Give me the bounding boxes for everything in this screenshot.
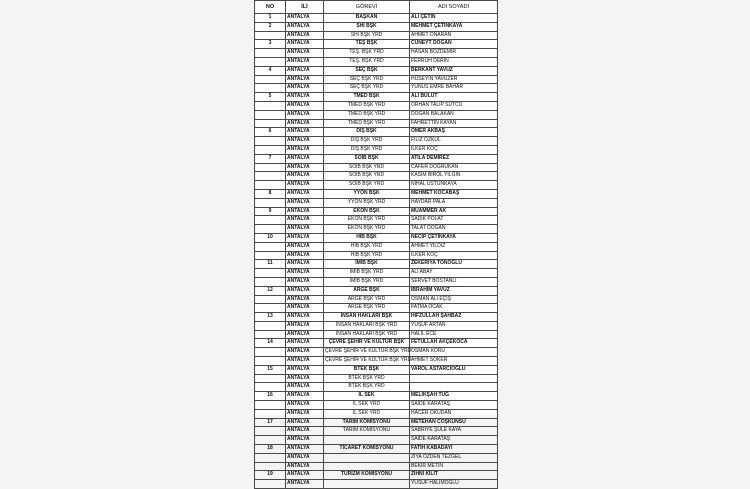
table-row bbox=[255, 128, 498, 137]
row-name-cell: AHMET ONARAN bbox=[410, 31, 498, 40]
table-row bbox=[255, 207, 498, 216]
row-gorevi-cell: TURİZM KOMİSYONU bbox=[324, 471, 410, 480]
table-row bbox=[255, 225, 498, 234]
table-row bbox=[255, 137, 498, 146]
table-row bbox=[255, 436, 498, 445]
row-no-cell: 17 bbox=[255, 418, 286, 427]
row-no-cell: 9 bbox=[255, 207, 286, 216]
table-row bbox=[255, 101, 498, 110]
row-no-cell bbox=[255, 101, 286, 110]
table-row bbox=[255, 154, 498, 163]
row-no-cell bbox=[255, 31, 286, 40]
row-no-cell bbox=[255, 49, 286, 58]
row-no-cell bbox=[255, 242, 286, 251]
table-row bbox=[255, 321, 498, 330]
row-il-cell: ANTALYA bbox=[286, 365, 324, 374]
row-name-cell: MELİKŞAH TUĞ bbox=[410, 392, 498, 401]
row-no-cell: 11 bbox=[255, 260, 286, 269]
table-row bbox=[255, 295, 498, 304]
row-no-cell bbox=[255, 357, 286, 366]
row-no-cell bbox=[255, 480, 286, 489]
table-row bbox=[255, 277, 498, 286]
row-gorevi-cell: BTEK BŞK YRD bbox=[324, 383, 410, 392]
row-name-cell bbox=[410, 374, 498, 383]
row-no-cell bbox=[255, 110, 286, 119]
row-no-cell bbox=[255, 163, 286, 172]
row-gorevi-cell: SOİB BŞK YRD bbox=[324, 181, 410, 190]
row-no-cell bbox=[255, 251, 286, 260]
table-row bbox=[255, 93, 498, 102]
row-name-cell: ORHAN TALİP SÜTCÜ bbox=[410, 101, 498, 110]
row-name-cell: FAHRETTİN KAYAN bbox=[410, 119, 498, 128]
row-name-cell: AHMET SÖKER bbox=[410, 357, 498, 366]
row-no-cell: 4 bbox=[255, 66, 286, 75]
row-name-cell: FATİH KABADAYI bbox=[410, 445, 498, 454]
row-gorevi-cell: TARIM KOMİSYONU bbox=[324, 418, 410, 427]
row-name-cell: İLKER KOÇ bbox=[410, 145, 498, 154]
row-il-cell: ANTALYA bbox=[286, 313, 324, 322]
row-gorevi-cell: EKON BŞK YRD bbox=[324, 216, 410, 225]
officials-table bbox=[254, 0, 498, 489]
row-no-cell: 13 bbox=[255, 313, 286, 322]
table-row bbox=[255, 75, 498, 84]
row-gorevi-cell: ÇEVRE ŞEHİR VE KÜLTÜR BŞK YRD bbox=[324, 348, 410, 357]
row-gorevi-cell: SHİ BŞK YRD bbox=[324, 31, 410, 40]
row-il-cell: ANTALYA bbox=[286, 339, 324, 348]
header-no: NO bbox=[255, 1, 286, 14]
row-il-cell: ANTALYA bbox=[286, 462, 324, 471]
row-no-cell bbox=[255, 225, 286, 234]
row-gorevi-cell: İL SEK YRD bbox=[324, 401, 410, 410]
row-name-cell: FERRUH DERİN bbox=[410, 57, 498, 66]
row-name-cell: MEHMET KOCABAŞ bbox=[410, 189, 498, 198]
row-name-cell: ÖMER AKBAŞ bbox=[410, 128, 498, 137]
row-gorevi-cell bbox=[324, 436, 410, 445]
row-name-cell: ALİ ABAY bbox=[410, 269, 498, 278]
row-no-cell: 6 bbox=[255, 128, 286, 137]
row-gorevi-cell: İMİB BŞK YRD bbox=[324, 277, 410, 286]
row-no-cell bbox=[255, 401, 286, 410]
row-name-cell: SABRİYE ŞULE KAYA bbox=[410, 427, 498, 436]
table-row bbox=[255, 471, 498, 480]
row-gorevi-cell: TARIM KOMİSYONU bbox=[324, 427, 410, 436]
row-no-cell bbox=[255, 119, 286, 128]
row-il-cell: ANTALYA bbox=[286, 137, 324, 146]
row-name-cell: HASAN BOZDEMİR bbox=[410, 49, 498, 58]
row-gorevi-cell: EKON BŞK bbox=[324, 207, 410, 216]
row-gorevi-cell: İNSAN HAKLARI BŞK YRD bbox=[324, 330, 410, 339]
row-il-cell: ANTALYA bbox=[286, 357, 324, 366]
row-il-cell: ANTALYA bbox=[286, 330, 324, 339]
table-row bbox=[255, 409, 498, 418]
table-row bbox=[255, 357, 498, 366]
header-il: İLİ bbox=[286, 1, 324, 14]
table-row bbox=[255, 172, 498, 181]
table-row bbox=[255, 57, 498, 66]
row-name-cell: METEHAN COŞKUNSU bbox=[410, 418, 498, 427]
table-row bbox=[255, 163, 498, 172]
table-row bbox=[255, 427, 498, 436]
row-name-cell: ALİ ÇETİN bbox=[410, 14, 498, 23]
table-row bbox=[255, 383, 498, 392]
row-name-cell: ZİYA ÖZDEN TEZGEL bbox=[410, 453, 498, 462]
row-name-cell: YUSUF HALİMOĞLU bbox=[410, 480, 498, 489]
row-il-cell: ANTALYA bbox=[286, 198, 324, 207]
table-row bbox=[255, 304, 498, 313]
row-il-cell: ANTALYA bbox=[286, 260, 324, 269]
row-no-cell bbox=[255, 145, 286, 154]
table-row bbox=[255, 348, 498, 357]
row-gorevi-cell: SEÇ BŞK bbox=[324, 66, 410, 75]
table-row bbox=[255, 260, 498, 269]
row-il-cell: ANTALYA bbox=[286, 31, 324, 40]
row-no-cell bbox=[255, 304, 286, 313]
row-gorevi-cell: ARGE BŞK bbox=[324, 286, 410, 295]
row-gorevi-cell: TİCARET KOMİSYONU bbox=[324, 445, 410, 454]
row-il-cell: ANTALYA bbox=[286, 110, 324, 119]
row-il-cell: ANTALYA bbox=[286, 348, 324, 357]
row-gorevi-cell: YYÖN BŞK bbox=[324, 189, 410, 198]
row-name-cell: ALİ BULUT bbox=[410, 93, 498, 102]
row-no-cell bbox=[255, 57, 286, 66]
row-il-cell: ANTALYA bbox=[286, 295, 324, 304]
table-row bbox=[255, 242, 498, 251]
row-il-cell: ANTALYA bbox=[286, 75, 324, 84]
row-il-cell: ANTALYA bbox=[286, 480, 324, 489]
table-row bbox=[255, 251, 498, 260]
row-gorevi-cell bbox=[324, 453, 410, 462]
row-il-cell: ANTALYA bbox=[286, 269, 324, 278]
row-gorevi-cell bbox=[324, 462, 410, 471]
row-no-cell: 10 bbox=[255, 233, 286, 242]
row-no-cell: 12 bbox=[255, 286, 286, 295]
row-no-cell bbox=[255, 84, 286, 93]
row-no-cell bbox=[255, 383, 286, 392]
table-row bbox=[255, 198, 498, 207]
row-il-cell: ANTALYA bbox=[286, 216, 324, 225]
row-il-cell: ANTALYA bbox=[286, 321, 324, 330]
row-gorevi-cell: TMED BŞK YRD bbox=[324, 101, 410, 110]
row-il-cell: ANTALYA bbox=[286, 445, 324, 454]
row-no-cell: 5 bbox=[255, 93, 286, 102]
row-name-cell: FATMA OCAK bbox=[410, 304, 498, 313]
row-gorevi-cell: EKON BŞK YRD bbox=[324, 225, 410, 234]
row-il-cell: ANTALYA bbox=[286, 22, 324, 31]
row-gorevi-cell: TMED BŞK YRD bbox=[324, 119, 410, 128]
header-adi-soyadi: ADI SOYADI bbox=[410, 1, 498, 14]
table-row bbox=[255, 330, 498, 339]
row-il-cell: ANTALYA bbox=[286, 57, 324, 66]
row-il-cell: ANTALYA bbox=[286, 242, 324, 251]
row-il-cell: ANTALYA bbox=[286, 49, 324, 58]
row-no-cell bbox=[255, 427, 286, 436]
row-no-cell: 1 bbox=[255, 14, 286, 23]
table-row bbox=[255, 49, 498, 58]
row-no-cell bbox=[255, 462, 286, 471]
row-no-cell bbox=[255, 295, 286, 304]
row-gorevi-cell: İNSAN HAKLARI BŞK YRD bbox=[324, 321, 410, 330]
row-name-cell: HAYDAR PALA bbox=[410, 198, 498, 207]
table-row bbox=[255, 233, 498, 242]
row-name-cell: HIFZULLAH ŞAHBAZ bbox=[410, 313, 498, 322]
row-il-cell: ANTALYA bbox=[286, 436, 324, 445]
table-row bbox=[255, 66, 498, 75]
row-gorevi-cell: HİB BŞK YRD bbox=[324, 251, 410, 260]
table-row bbox=[255, 313, 498, 322]
row-gorevi-cell: DIŞ BŞK YRD bbox=[324, 145, 410, 154]
row-name-cell: YUSUF ARTAN bbox=[410, 321, 498, 330]
row-gorevi-cell: ARGE BŞK YRD bbox=[324, 304, 410, 313]
table-row bbox=[255, 84, 498, 93]
row-gorevi-cell: SOİB BŞK YRD bbox=[324, 163, 410, 172]
row-il-cell: ANTALYA bbox=[286, 172, 324, 181]
row-il-cell: ANTALYA bbox=[286, 418, 324, 427]
row-name-cell bbox=[410, 383, 498, 392]
row-no-cell bbox=[255, 216, 286, 225]
row-name-cell: FİLİZ ÖZKUL bbox=[410, 137, 498, 146]
row-no-cell bbox=[255, 436, 286, 445]
header-gorevi: GÖREVİ bbox=[324, 1, 410, 14]
row-name-cell: ZEKERİYA TONOĞLU bbox=[410, 260, 498, 269]
row-no-cell: 15 bbox=[255, 365, 286, 374]
row-name-cell: TALAT DOĞAN bbox=[410, 225, 498, 234]
row-gorevi-cell: İL SEK YRD bbox=[324, 409, 410, 418]
row-gorevi-cell: DIŞ BŞK bbox=[324, 128, 410, 137]
row-il-cell: ANTALYA bbox=[286, 163, 324, 172]
row-gorevi-cell: SHİ BŞK bbox=[324, 22, 410, 31]
row-name-cell: SERVET BOSTANLI bbox=[410, 277, 498, 286]
document-page bbox=[254, 0, 497, 487]
table-row bbox=[255, 110, 498, 119]
row-gorevi-cell: SEÇ BŞK YRD bbox=[324, 75, 410, 84]
row-il-cell: ANTALYA bbox=[286, 128, 324, 137]
row-il-cell: ANTALYA bbox=[286, 66, 324, 75]
row-gorevi-cell: ÇEVRE ŞEHİR VE KÜLTÜR BŞK YRD bbox=[324, 357, 410, 366]
row-name-cell: SAİDE KARATAŞ bbox=[410, 401, 498, 410]
table-row bbox=[255, 462, 498, 471]
table-header-row bbox=[255, 1, 498, 14]
table-body bbox=[255, 14, 498, 489]
row-no-cell bbox=[255, 277, 286, 286]
row-name-cell: DOĞAN BALAKAN bbox=[410, 110, 498, 119]
table-row bbox=[255, 453, 498, 462]
row-il-cell: ANTALYA bbox=[286, 392, 324, 401]
row-il-cell: ANTALYA bbox=[286, 93, 324, 102]
row-gorevi-cell: DIŞ BŞK YRD bbox=[324, 137, 410, 146]
row-il-cell: ANTALYA bbox=[286, 251, 324, 260]
row-name-cell: VAROL ASTARCIOĞLU bbox=[410, 365, 498, 374]
row-no-cell bbox=[255, 198, 286, 207]
table-row bbox=[255, 189, 498, 198]
table-row bbox=[255, 40, 498, 49]
row-name-cell: NECİP ÇETİNKAYA bbox=[410, 233, 498, 242]
table-row bbox=[255, 14, 498, 23]
row-name-cell: BEKİR METİN bbox=[410, 462, 498, 471]
row-gorevi-cell: YYÖN BŞK YRD bbox=[324, 198, 410, 207]
row-name-cell: CAFER DOĞRUKAN bbox=[410, 163, 498, 172]
table-row bbox=[255, 31, 498, 40]
table-row bbox=[255, 374, 498, 383]
row-name-cell: HACER OKUDAN bbox=[410, 409, 498, 418]
row-no-cell: 18 bbox=[255, 445, 286, 454]
table-row bbox=[255, 445, 498, 454]
row-no-cell bbox=[255, 269, 286, 278]
row-il-cell: ANTALYA bbox=[286, 225, 324, 234]
row-gorevi-cell: İNSAN HAKLARI BŞK bbox=[324, 313, 410, 322]
row-no-cell: 19 bbox=[255, 471, 286, 480]
row-gorevi-cell: TMED BŞK YRD bbox=[324, 110, 410, 119]
row-il-cell: ANTALYA bbox=[286, 453, 324, 462]
row-no-cell bbox=[255, 374, 286, 383]
row-gorevi-cell: TEŞ. BŞK YRD bbox=[324, 57, 410, 66]
row-il-cell: ANTALYA bbox=[286, 471, 324, 480]
row-gorevi-cell: SOİB BŞK YRD bbox=[324, 172, 410, 181]
row-il-cell: ANTALYA bbox=[286, 154, 324, 163]
row-name-cell: İLKER KOÇ bbox=[410, 251, 498, 260]
row-gorevi-cell: SOİB BŞK bbox=[324, 154, 410, 163]
row-il-cell: ANTALYA bbox=[286, 401, 324, 410]
row-no-cell: 8 bbox=[255, 189, 286, 198]
row-name-cell: CÜNEYT DOĞAN bbox=[410, 40, 498, 49]
table-row bbox=[255, 392, 498, 401]
row-gorevi-cell bbox=[324, 480, 410, 489]
row-il-cell: ANTALYA bbox=[286, 101, 324, 110]
row-no-cell bbox=[255, 137, 286, 146]
row-name-cell: SAİDE KARATAŞ bbox=[410, 436, 498, 445]
row-no-cell bbox=[255, 321, 286, 330]
table-row bbox=[255, 286, 498, 295]
row-name-cell: YUNUS EMRE BAHAR bbox=[410, 84, 498, 93]
row-name-cell: İBRAHİM YAVUZ bbox=[410, 286, 498, 295]
row-name-cell: OSMAN KORU bbox=[410, 348, 498, 357]
row-name-cell: ATİLA DEMİREZ bbox=[410, 154, 498, 163]
row-il-cell: ANTALYA bbox=[286, 233, 324, 242]
row-no-cell: 2 bbox=[255, 22, 286, 31]
row-il-cell: ANTALYA bbox=[286, 189, 324, 198]
row-no-cell bbox=[255, 181, 286, 190]
row-name-cell: FETULLAH AKÇEKOCA bbox=[410, 339, 498, 348]
row-no-cell bbox=[255, 409, 286, 418]
table-row bbox=[255, 418, 498, 427]
row-no-cell bbox=[255, 453, 286, 462]
row-il-cell: ANTALYA bbox=[286, 207, 324, 216]
row-il-cell: ANTALYA bbox=[286, 383, 324, 392]
row-gorevi-cell: TEŞ BŞK bbox=[324, 40, 410, 49]
row-il-cell: ANTALYA bbox=[286, 286, 324, 295]
row-name-cell: KASIM BİROL YILGIN bbox=[410, 172, 498, 181]
table-row bbox=[255, 339, 498, 348]
table-row bbox=[255, 145, 498, 154]
table-row bbox=[255, 269, 498, 278]
table-row bbox=[255, 181, 498, 190]
row-il-cell: ANTALYA bbox=[286, 181, 324, 190]
table-row bbox=[255, 216, 498, 225]
row-il-cell: ANTALYA bbox=[286, 145, 324, 154]
row-name-cell: MEHMET ÇETİNKAYA bbox=[410, 22, 498, 31]
row-il-cell: ANTALYA bbox=[286, 374, 324, 383]
row-gorevi-cell: ARGE BŞK YRD bbox=[324, 295, 410, 304]
row-no-cell: 7 bbox=[255, 154, 286, 163]
row-il-cell: ANTALYA bbox=[286, 277, 324, 286]
row-il-cell: ANTALYA bbox=[286, 40, 324, 49]
row-il-cell: ANTALYA bbox=[286, 119, 324, 128]
row-no-cell bbox=[255, 75, 286, 84]
row-no-cell: 14 bbox=[255, 339, 286, 348]
row-il-cell: ANTALYA bbox=[286, 304, 324, 313]
row-il-cell: ANTALYA bbox=[286, 427, 324, 436]
row-no-cell bbox=[255, 348, 286, 357]
row-gorevi-cell: İMİB BŞK bbox=[324, 260, 410, 269]
row-gorevi-cell: HİB BŞK bbox=[324, 233, 410, 242]
row-no-cell bbox=[255, 330, 286, 339]
row-gorevi-cell: HİB BŞK YRD bbox=[324, 242, 410, 251]
table-row bbox=[255, 22, 498, 31]
row-name-cell: OSMAN ALİ EÇİŞ bbox=[410, 295, 498, 304]
row-gorevi-cell: BAŞKAN bbox=[324, 14, 410, 23]
row-gorevi-cell: TMED BŞK bbox=[324, 93, 410, 102]
table-row bbox=[255, 119, 498, 128]
row-il-cell: ANTALYA bbox=[286, 84, 324, 93]
row-name-cell: AHMET YILDIZ bbox=[410, 242, 498, 251]
row-name-cell: ZİHNİ KİLİT bbox=[410, 471, 498, 480]
table-row bbox=[255, 401, 498, 410]
row-gorevi-cell: İL SEK bbox=[324, 392, 410, 401]
row-gorevi-cell: ÇEVRE ŞEHİR VE KÜLTÜR BŞK bbox=[324, 339, 410, 348]
row-gorevi-cell: BTEK BŞK bbox=[324, 365, 410, 374]
row-no-cell: 3 bbox=[255, 40, 286, 49]
row-gorevi-cell: İMİB BŞK YRD bbox=[324, 269, 410, 278]
row-name-cell: HÜSEYİN YAVUZER bbox=[410, 75, 498, 84]
row-name-cell: BERKANT YAVUZ bbox=[410, 66, 498, 75]
row-no-cell bbox=[255, 172, 286, 181]
table-row bbox=[255, 365, 498, 374]
row-gorevi-cell: BTEK BŞK YRD bbox=[324, 374, 410, 383]
row-name-cell: HALİL ECE bbox=[410, 330, 498, 339]
row-gorevi-cell: SEÇ BŞK YRD bbox=[324, 84, 410, 93]
row-name-cell: MUAMMER AK bbox=[410, 207, 498, 216]
table-row bbox=[255, 480, 498, 489]
row-name-cell: NİHAL ÜSTÜNKAYA bbox=[410, 181, 498, 190]
row-no-cell: 16 bbox=[255, 392, 286, 401]
row-il-cell: ANTALYA bbox=[286, 14, 324, 23]
row-name-cell: SADIK POLAT bbox=[410, 216, 498, 225]
row-gorevi-cell: TEŞ. BŞK YRD bbox=[324, 49, 410, 58]
row-il-cell: ANTALYA bbox=[286, 409, 324, 418]
